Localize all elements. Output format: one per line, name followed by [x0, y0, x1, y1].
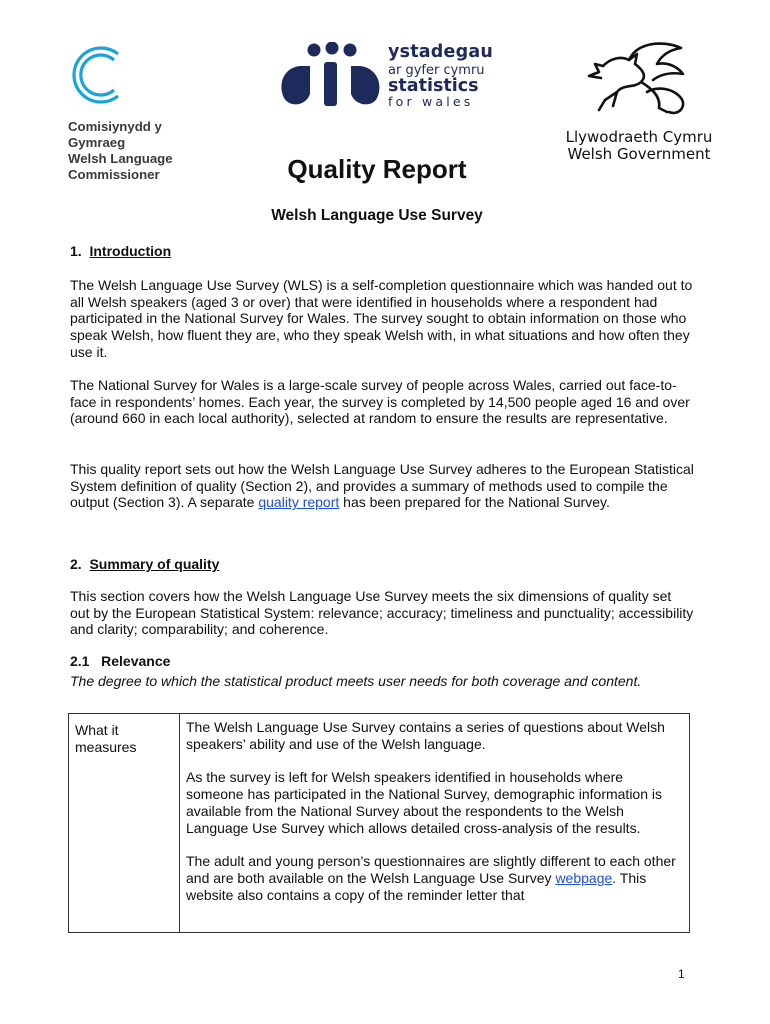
- commissioner-c-icon: [68, 42, 128, 108]
- table-label-cell: What it measures: [69, 714, 180, 933]
- table-paragraph-1: The Welsh Language Use Survey contains a series of questions about Welsh speakers’ ability and use of the Welsh language.: [186, 719, 665, 752]
- section-2-heading: [70, 556, 219, 572]
- table-p3-text-a: The adult and young person’s questionnaires are slightly different to each other and are both available on the Welsh Language Use Survey: [186, 853, 676, 886]
- intro-paragraph-3: [70, 461, 694, 511]
- webpage-link[interactable]: webpage: [555, 869, 613, 886]
- section-1-title: Introduction: [89, 243, 172, 259]
- page-title: Quality Report: [287, 154, 467, 184]
- wlc-line-1: Comisiynydd y: [68, 119, 162, 134]
- section-1-heading: [70, 243, 171, 259]
- section-2-1-title: Relevance: [101, 653, 171, 669]
- section-2-1-heading: [70, 653, 170, 669]
- gov-line-2: Welsh Government: [567, 145, 711, 163]
- table-row: [69, 714, 690, 933]
- statistics-for-wales-logo: [276, 42, 496, 112]
- wlc-line-2: Gymraeg: [68, 135, 126, 150]
- wlc-line-4: Commissioner: [68, 167, 160, 182]
- gov-line-1: Llywodraeth Cymru: [565, 128, 713, 146]
- page-number: 1: [678, 967, 685, 981]
- summary-paragraph: This section covers how the Welsh Language Use Survey meets the six dimensions of quality set out by the European Statistical System: relevance; accuracy; timeliness and punctuality; accessibility and clarity; comparability; and coherence.: [70, 588, 694, 638]
- table-paragraph-2: As the survey is left for Welsh speakers identified in households where someone has participated in the National Survey, demographic information is available from the National Survey about the respondents to the Welsh Language Use Survey which allows detailed cross-analysis of the results.: [186, 769, 662, 836]
- intro-p3-text-b: has been prepared for the National Survey.: [339, 494, 610, 511]
- stats-line-2: ar gyfer cymru: [388, 62, 485, 78]
- stats-mark-icon: [276, 42, 384, 110]
- table-p3-text-b: . This website also contains a copy of the reminder letter that: [186, 869, 647, 903]
- intro-paragraph-2: The National Survey for Wales is a large-scale survey of people across Wales, carried out face-to-face in respondents’ homes. Each year, the survey is completed by 14,500 people aged 16 and over (around 660 in each local authority), selected at random to ensure the results are representative.: [70, 377, 690, 427]
- table-paragraph-3: [186, 853, 683, 903]
- section-2-title: Summary of quality: [89, 556, 220, 572]
- section-1-number: 1.: [70, 243, 82, 259]
- stats-line-4: for wales: [388, 94, 474, 109]
- wlc-line-3: Welsh Language: [68, 151, 173, 166]
- welsh-dragon-icon: [577, 36, 701, 122]
- stats-line-1: ystadegau: [388, 42, 493, 62]
- relevance-definition: The degree to which the statistical product meets user needs for both coverage and content.: [70, 673, 642, 689]
- section-2-number: 2.: [70, 556, 82, 572]
- section-2-1-number: 2.1: [70, 653, 90, 669]
- welsh-government-logo: [564, 36, 714, 163]
- stats-line-3: statistics: [388, 75, 479, 96]
- intro-p3-text-a: This quality report sets out how the Welsh Language Use Survey adheres to the European Statistical System definition of quality (Section 2), and provides a summary of methods used to compile the output (Section 3). A separate: [70, 461, 694, 511]
- intro-paragraph-1: The Welsh Language Use Survey (WLS) is a self-completion questionnaire which was handed out to all Welsh speakers (aged 3 or over) that were identified in households where a respondent had participated in the National Survey for Wales. The survey sought to obtain information on those who speak Welsh, how fluent they are, who they speak Welsh with, in what situations and how often they use it.: [70, 277, 693, 360]
- relevance-table: [68, 713, 690, 933]
- quality-report-link[interactable]: quality report: [258, 494, 340, 511]
- page-subtitle: Welsh Language Use Survey: [271, 207, 483, 224]
- table-content-cell: [180, 714, 690, 933]
